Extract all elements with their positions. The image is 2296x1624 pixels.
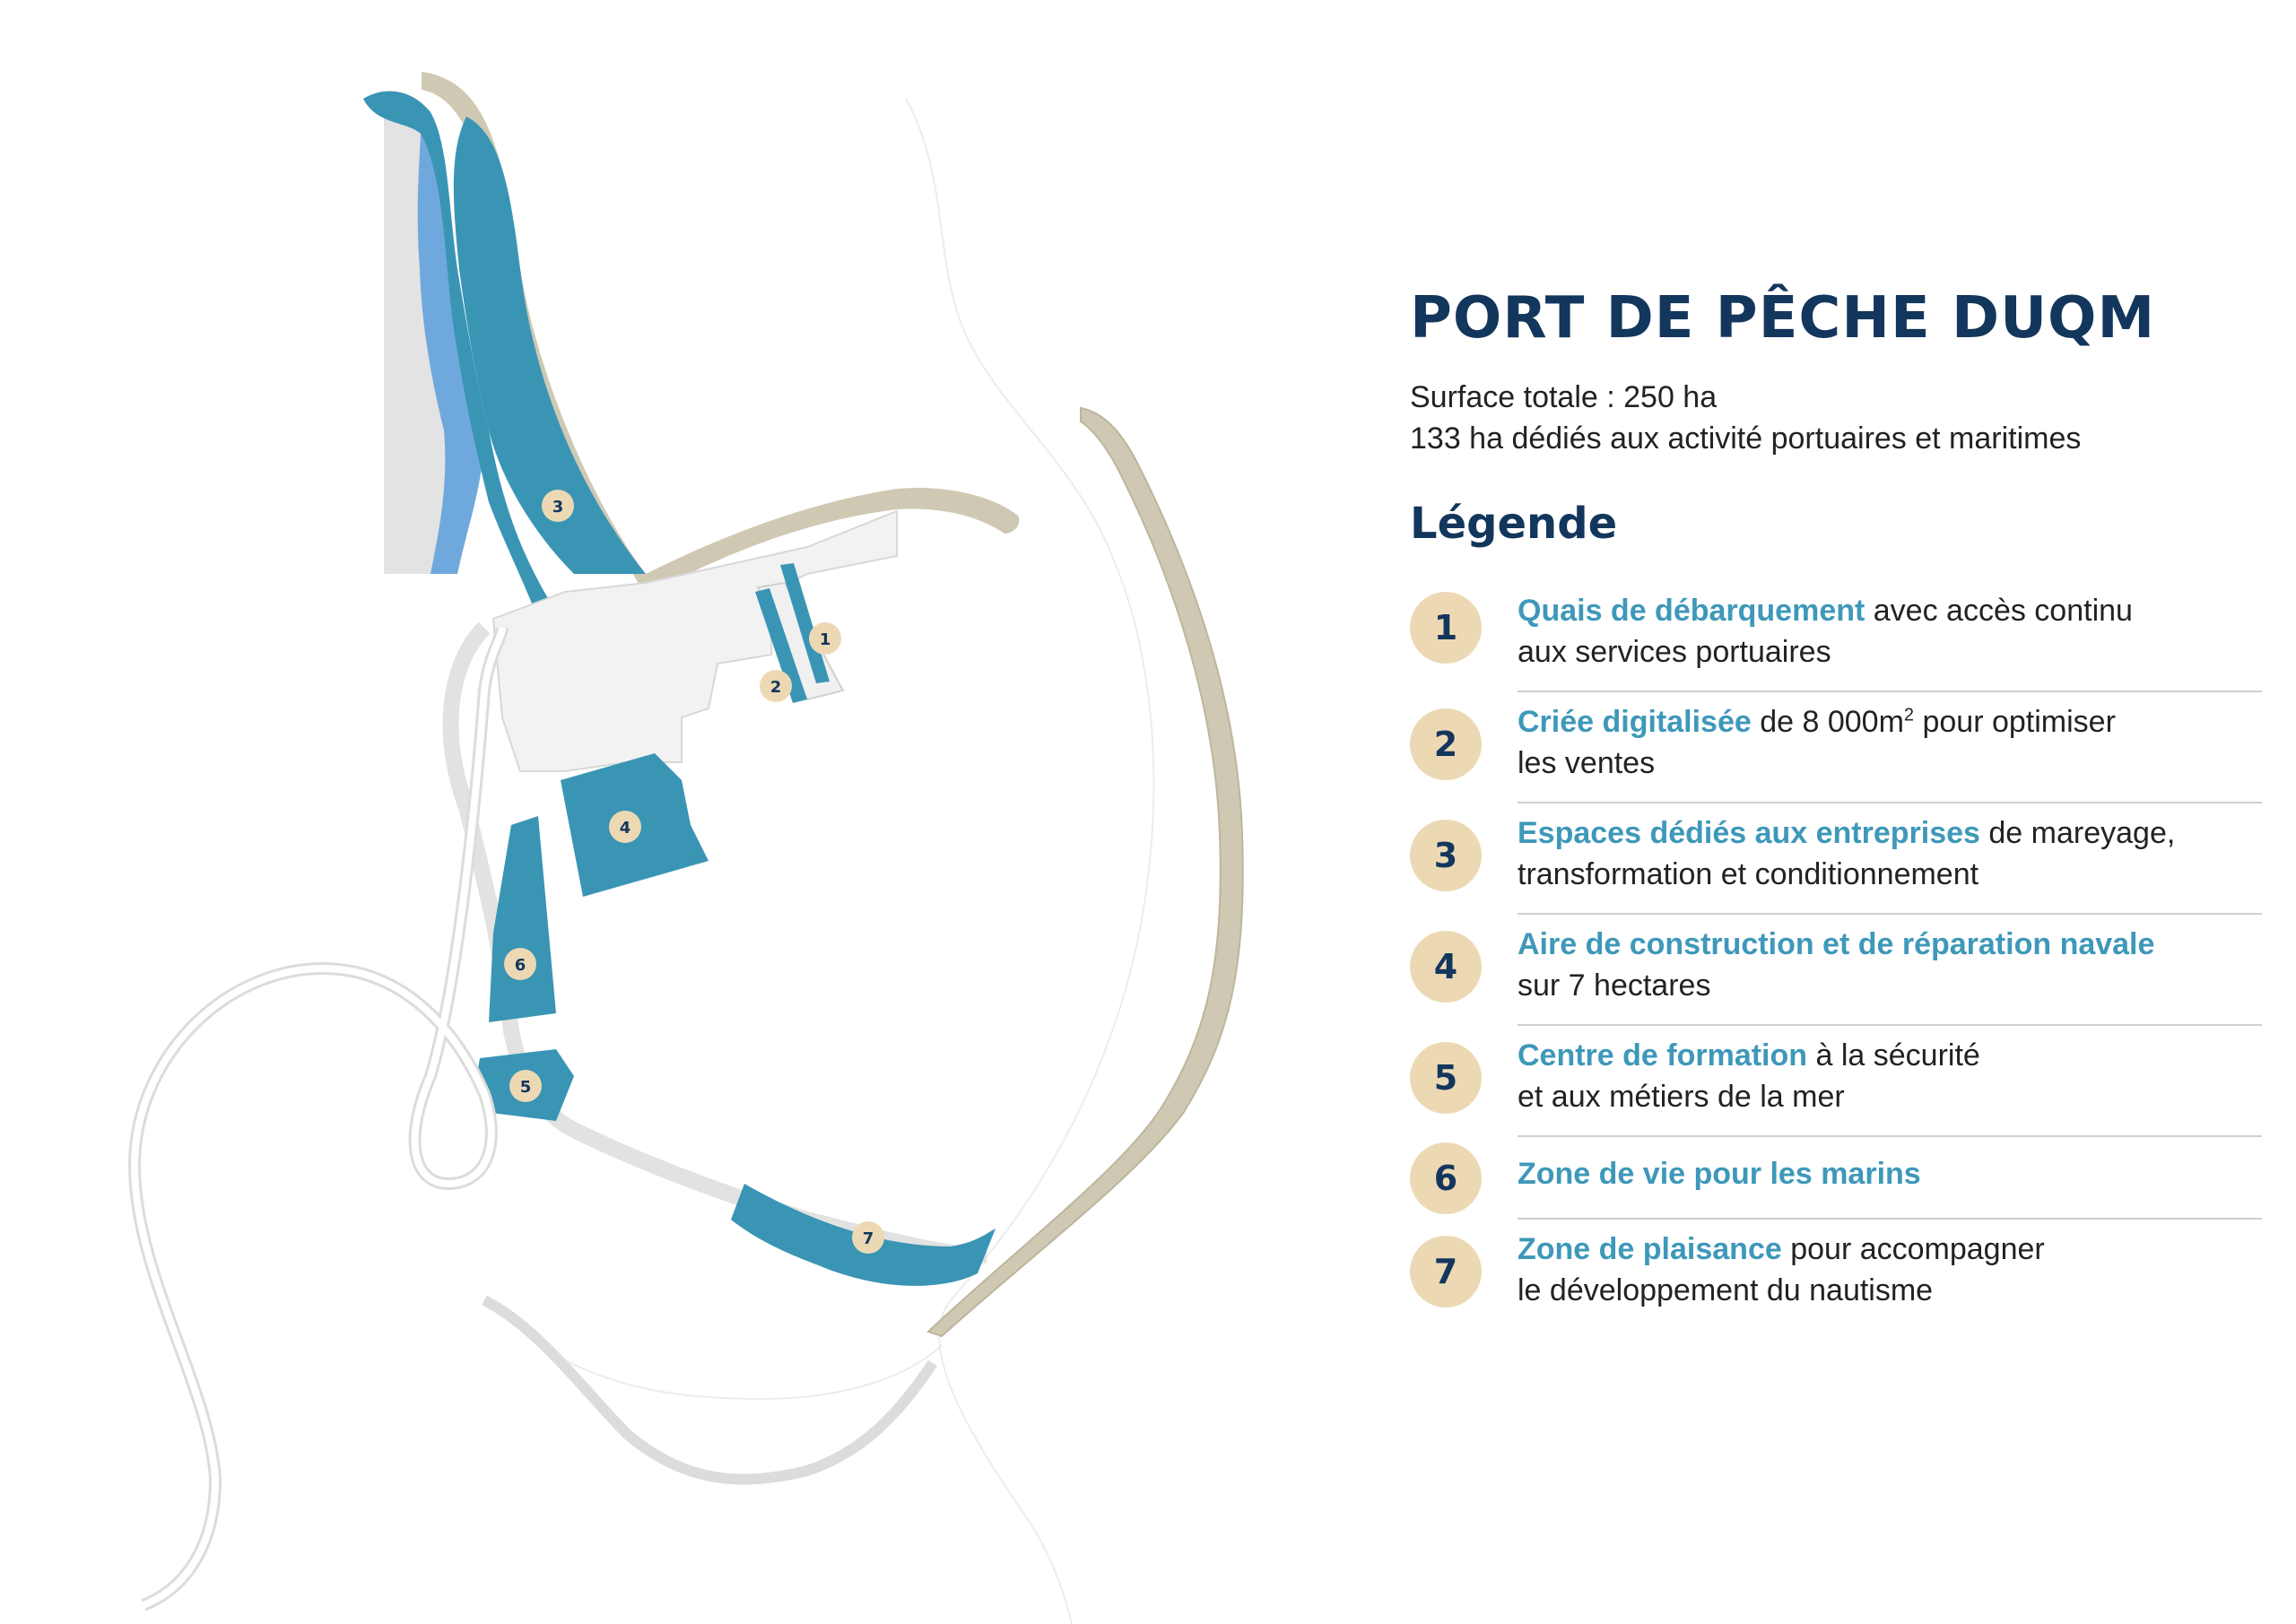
legend-badge: 7 xyxy=(1410,1236,1482,1307)
legend-highlight: Zone de vie pour les marins xyxy=(1518,1157,1921,1192)
svg-text:7: 7 xyxy=(862,1229,874,1248)
svg-text:3: 3 xyxy=(552,498,564,517)
zone-6 xyxy=(489,816,556,1022)
legend-item-7 xyxy=(1410,1220,2262,1322)
page-title: PORT DE PÊCHE DUQM xyxy=(1410,285,2156,352)
legend-highlight: Aire de construction et de réparation navale xyxy=(1518,927,2155,962)
marker-1 xyxy=(809,622,841,655)
legend-text: de 8 000m xyxy=(1751,705,1904,740)
legend-item-5 xyxy=(1410,1026,2262,1137)
coastline-outline xyxy=(906,99,1153,1624)
marker-6 xyxy=(504,948,536,980)
legend-list xyxy=(1410,581,2262,1322)
legend-highlight: Centre de formation xyxy=(1518,1038,1808,1073)
legend-badge: 6 xyxy=(1410,1142,1482,1214)
marker-2 xyxy=(760,670,792,702)
legend-highlight: Espaces dédiés aux entreprises xyxy=(1518,816,1980,851)
legend-item-6 xyxy=(1410,1137,2262,1220)
legend-text-line2: transformation et conditionnement xyxy=(1518,857,1979,892)
legend-item-1 xyxy=(1410,581,2262,692)
legend-text: à la sécurité xyxy=(1807,1038,1980,1073)
legend-text: de mareyage, xyxy=(1979,816,2176,851)
east-breakwater xyxy=(928,408,1243,1336)
legend-text: pour accompagner xyxy=(1781,1232,2045,1267)
svg-text:1: 1 xyxy=(819,630,831,649)
legend-badge: 5 xyxy=(1410,1042,1482,1114)
marker-5 xyxy=(509,1070,542,1102)
info-panel xyxy=(1410,287,2262,1322)
legend-highlight: Quais de débarquement xyxy=(1518,594,1866,629)
svg-text:2: 2 xyxy=(770,678,782,697)
legend-badge: 1 xyxy=(1410,592,1482,664)
marker-4 xyxy=(609,811,641,843)
svg-text:6: 6 xyxy=(514,956,526,975)
marker-3 xyxy=(542,490,574,522)
svg-text:4: 4 xyxy=(619,819,631,838)
legend-highlight: Criée digitalisée xyxy=(1518,705,1752,740)
legend-text-line2: aux services portuaires xyxy=(1518,635,1831,670)
legend-badge: 4 xyxy=(1410,931,1482,1003)
legend-text-line2: les ventes xyxy=(1518,746,1656,781)
superscript: 2 xyxy=(1903,706,1915,726)
south-road xyxy=(484,1300,933,1480)
marker-7 xyxy=(852,1221,884,1254)
winding-road xyxy=(135,628,502,1605)
surface-total: Surface totale : 250 ha xyxy=(1410,380,1718,415)
legend-text-cont: pour optimiser xyxy=(1914,705,2116,740)
legend-badge: 3 xyxy=(1410,820,1482,891)
coastline-outline-west xyxy=(538,1345,942,1399)
legend-item-4 xyxy=(1410,915,2262,1026)
legend-text-line2: le développement du nautisme xyxy=(1518,1273,1934,1308)
legend-text: avec accès continu xyxy=(1865,594,2133,629)
legend-highlight: Zone de plaisance xyxy=(1518,1232,1782,1267)
surface-dedicated: 133 ha dédiés aux activité portuaires et maritimes xyxy=(1410,421,2082,456)
legend-title: Légende xyxy=(1410,499,1618,550)
legend-item-3 xyxy=(1410,803,2262,915)
legend-badge: 2 xyxy=(1410,708,1482,780)
legend-text-line2: et aux métiers de la mer xyxy=(1518,1080,1845,1115)
legend-text-line2: sur 7 hectares xyxy=(1518,968,1711,1003)
surface-info xyxy=(1410,377,2262,459)
svg-text:5: 5 xyxy=(519,1078,532,1097)
winding-road-inner xyxy=(135,628,502,1605)
legend-item-2 xyxy=(1410,692,2262,803)
